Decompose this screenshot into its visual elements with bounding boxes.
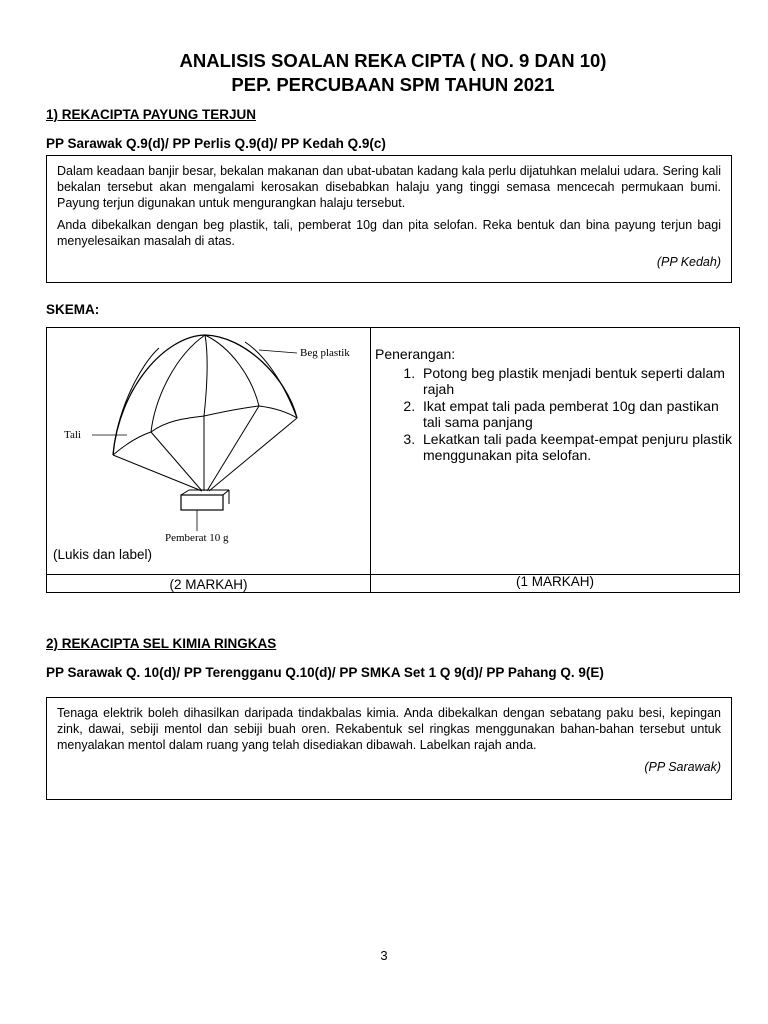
skema-table: [46, 327, 740, 593]
string-line: [151, 432, 202, 491]
weight-box: [181, 495, 223, 510]
weight-box-edge: [181, 490, 189, 495]
page-subtitle: PEP. PERCUBAAN SPM TAHUN 2021: [231, 74, 555, 95]
page-number: 3: [380, 948, 388, 963]
string-line: [209, 418, 297, 491]
string-line: [113, 455, 202, 491]
section2-source: PP Sarawak Q. 10(d)/ PP Terengganu Q.10(d)/ PP SMKA Set 1 Q 9(d)/ PP Pahang Q. 9(E): [46, 665, 604, 680]
marks-left: (2 MARKAH): [169, 577, 248, 592]
canopy-gore: [151, 335, 205, 432]
explanation-title: Penerangan:: [375, 346, 456, 362]
canopy-hem: [151, 416, 204, 432]
explanation-step: 2. Ikat empat tali pada pemberat 10g dan pastikan tali sama panjang: [419, 398, 735, 431]
section1-credit: (PP Kedah): [656, 255, 721, 269]
section1-question-box: [46, 155, 732, 283]
weight-box-edge: [223, 490, 229, 495]
explanation-step: 3. Lekatkan tali pada keempat-empat penjuru plastik menggunakan pita selofan.: [419, 431, 735, 464]
label-string: Tali: [64, 429, 81, 441]
explanation-steps: [375, 365, 735, 464]
section1-heading: 1) REKACIPTA PAYUNG TERJUN: [46, 107, 257, 122]
skema-label: SKEMA:: [46, 302, 100, 317]
canopy-outline: [113, 335, 297, 455]
table-divider-vertical: [370, 328, 371, 592]
canopy-hem: [204, 406, 259, 416]
label-plastic-bag: Beg plastik: [300, 347, 350, 359]
section2-credit: (PP Sarawak): [644, 760, 721, 774]
canopy-hem: [113, 432, 151, 455]
draw-note: (Lukis dan label): [53, 547, 153, 562]
section2-question-box: [46, 697, 732, 800]
explanation: [375, 346, 735, 464]
marks-right: (1 MARKAH): [515, 574, 594, 589]
section1-question-p2: Anda dibekalkan dengan beg plastik, tali, pemberat 10g dan pita selofan. Reka bentuk dan bina payung terjun bagi menyelesaikan masalah di atas.: [57, 218, 721, 248]
section2-question: Tenaga elektrik boleh dihasilkan daripada tindakbalas kimia. Anda dibekalkan dengan sebatang paku besi, kepingan zink, dawai, sebiji mentol dan sebiji buah oren. Rekabentuk sel ringkas menggunakan bahan-bahan tersebut untuk menyalakan mentol dalam ruang yang telah disediakan dibawah. Labelkan rajah anda.: [57, 706, 721, 752]
page-title: ANALISIS SOALAN REKA CIPTA ( NO. 9 DAN 10): [179, 50, 607, 71]
label-weight: Pemberat 10 g: [165, 532, 229, 544]
explanation-step: 1. Potong beg plastik menjadi bentuk seperti dalam rajah: [419, 365, 735, 398]
canopy-hem: [259, 406, 297, 418]
section1-question-p1: Dalam keadaan banjir besar, bekalan makanan dan ubat-ubatan kadang kala perlu dijatuhkan melalui udara. Sering kali bekalan tersebut akan mengalami kerosakan disebabkan halaju yang tinggi semasa mencecah permukaan bumi. Payung terjun digunakan untuk mengurangkan halaju tersebut.: [57, 164, 721, 210]
section1-source: PP Sarawak Q.9(d)/ PP Perlis Q.9(d)/ PP Kedah Q.9(c): [46, 136, 386, 151]
string-line: [207, 406, 259, 491]
section2-heading: 2) REKACIPTA SEL KIMIA RINGKAS: [46, 636, 277, 651]
canopy-gore: [204, 335, 207, 416]
leader-line-plastic: [259, 350, 297, 353]
